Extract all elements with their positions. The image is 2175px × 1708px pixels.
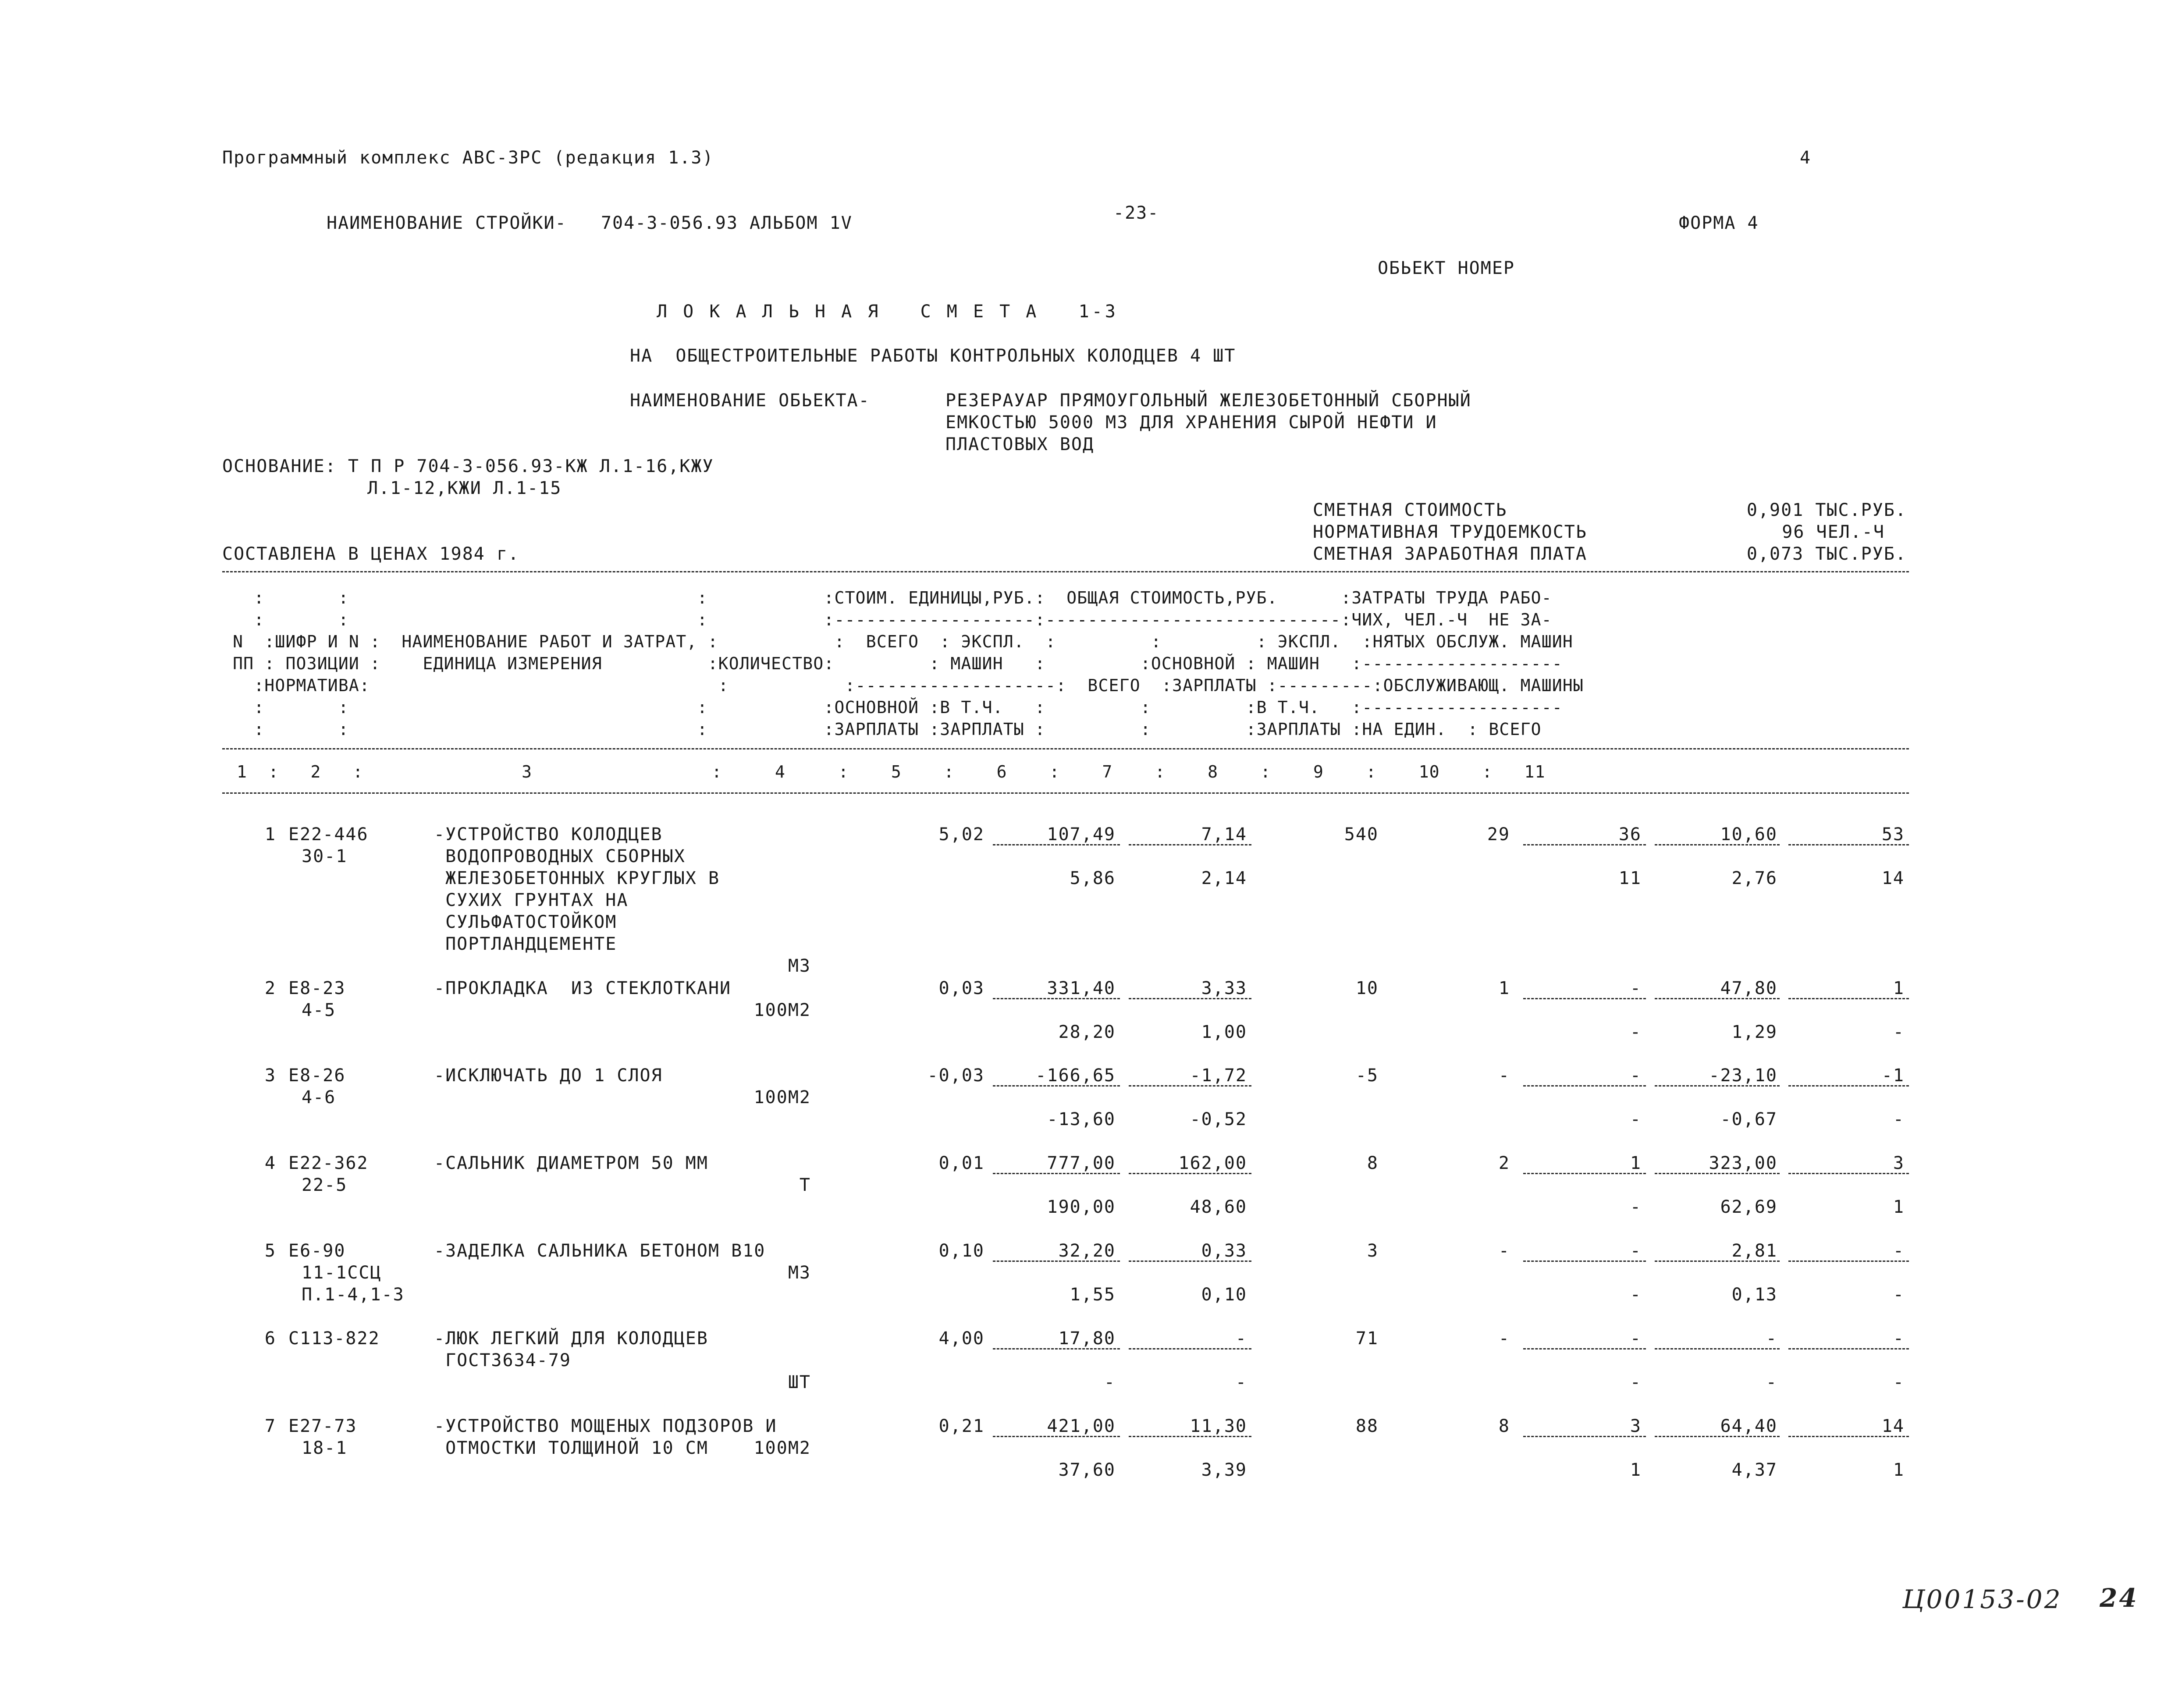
row-value-top: - <box>1766 1328 1777 1349</box>
row-separator <box>1788 1261 1909 1262</box>
row-separator <box>1129 1261 1251 1262</box>
row-value-top: 3 <box>1630 1416 1642 1436</box>
row-value-bottom: 1 <box>1630 1460 1642 1480</box>
row-number: 2 <box>264 978 276 998</box>
row-separator <box>1523 1085 1646 1087</box>
row-value-bottom: - <box>1630 1109 1642 1129</box>
row-value-bottom: 4,37 <box>1731 1460 1777 1480</box>
row-value-bottom: 62,69 <box>1720 1197 1777 1217</box>
row-name: -ЗАДЕЛКА САЛЬНИКА БЕТОНОМ В10 <box>434 1241 766 1261</box>
row-value-top: 7,14 <box>1201 824 1247 845</box>
row-code: 4-5 <box>302 1000 336 1020</box>
row-value-bottom: - <box>1235 1372 1247 1392</box>
row-value-top: 421,00 <box>1047 1416 1116 1436</box>
table-header-line: : : : :СТОИМ. ЕДИНИЦЫ,РУБ.: ОБЩАЯ СТОИМОСТЬ,РУБ. :ЗАТРАТЫ ТРУДА РАБО- <box>222 588 1552 607</box>
row-separator <box>1523 998 1646 999</box>
row-quantity: 5,02 <box>938 824 984 845</box>
rule-top <box>222 571 1909 572</box>
row-value-top: 36 <box>1618 824 1642 845</box>
row-separator <box>1655 844 1780 845</box>
row-separator <box>993 998 1120 999</box>
archive-stamp: Ц00153-02 <box>1902 1584 2062 1614</box>
table-header-line: : : : :ОСНОВНОЙ :В Т.Ч. : : :В Т.Ч. :------------------- <box>222 698 1563 717</box>
row-separator <box>1655 1436 1780 1437</box>
row-name: ГОСТ3634-79 <box>434 1350 571 1371</box>
row-value-bottom: - <box>1893 1109 1905 1129</box>
row-value-top: 8 <box>1367 1153 1379 1173</box>
row-number: 6 <box>264 1328 276 1349</box>
row-name: -САЛЬНИК ДИАМЕТРОМ 50 ММ <box>434 1153 708 1173</box>
row-value-top: - <box>1893 1241 1905 1261</box>
row-quantity: -0,03 <box>927 1065 984 1086</box>
row-value-top: 71 <box>1355 1328 1379 1349</box>
row-separator <box>1129 1085 1251 1087</box>
row-value-bottom: - <box>1893 1285 1905 1305</box>
rule-header-bottom <box>222 748 1909 749</box>
row-value-bottom: 190,00 <box>1047 1197 1116 1217</box>
row-separator <box>993 844 1120 845</box>
row-value-top: 32,20 <box>1058 1241 1116 1261</box>
row-separator <box>1523 1173 1646 1174</box>
row-value-bottom: -0,67 <box>1720 1109 1777 1129</box>
row-separator <box>1523 1261 1646 1262</box>
row-code: С113-822 <box>288 1328 380 1349</box>
row-separator <box>993 1436 1120 1437</box>
row-code: П.1-4,1-3 <box>302 1285 405 1305</box>
row-name: -ЛЮК ЛЕГКИЙ ДЛЯ КОЛОДЦЕВ <box>434 1328 708 1349</box>
object-name-line-1: РЕЗЕРАУАР ПРЯМОУГОЛЬНЫЙ ЖЕЛЕЗОБЕТОННЫЙ СБОРНЫЙ <box>945 391 1471 411</box>
summary-value-3: 0,073 ТЫС.РУБ. <box>1746 544 1907 564</box>
sheet-number: 24 <box>2100 1583 2139 1613</box>
row-quantity: 0,10 <box>938 1241 984 1261</box>
row-unit: 100М2 <box>753 1438 811 1458</box>
row-value-top: 540 <box>1344 824 1379 845</box>
row-value-top: - <box>1630 1065 1642 1086</box>
row-value-bottom: 0,13 <box>1731 1285 1777 1305</box>
row-separator <box>1788 1348 1909 1349</box>
prices-line: СОСТАВЛЕНА В ЦЕНАХ 1984 г. <box>222 544 520 564</box>
row-name: СУХИХ ГРУНТАХ НА <box>434 890 629 910</box>
summary-label-3: СМЕТНАЯ ЗАРАБОТНАЯ ПЛАТА <box>1313 544 1587 564</box>
row-separator <box>993 1348 1120 1349</box>
document-subtitle: НА ОБЩЕСТРОИТЕЛЬНЫЕ РАБОТЫ КОНТРОЛЬНЫХ КОЛОДЦЕВ 4 ШТ <box>630 346 1236 366</box>
row-value-top: 2,81 <box>1731 1241 1777 1261</box>
summary-value-1: 0,901 ТЫС.РУБ. <box>1746 500 1907 520</box>
row-unit: ШТ <box>788 1372 811 1392</box>
row-value-top: 53 <box>1881 824 1905 845</box>
row-separator <box>1129 1436 1251 1437</box>
row-value-bottom: 14 <box>1881 868 1905 888</box>
row-code: 11-1ССЦ <box>302 1263 382 1283</box>
stroyka-line: НАИМЕНОВАНИЕ СТРОЙКИ- 704-3-056.93 АЛЬБОМ 1V <box>327 213 853 233</box>
row-value-top: -1 <box>1881 1065 1905 1086</box>
row-value-bottom: - <box>1630 1022 1642 1042</box>
row-name: -ПРОКЛАДКА ИЗ СТЕКЛОТКАНИ <box>434 978 732 998</box>
row-code: Е22-362 <box>288 1153 369 1173</box>
row-name: ПОРТЛАНДЦЕМЕНТЕ <box>434 934 617 954</box>
object-name-label: НАИМЕНОВАНИЕ ОБЬЕКТА- <box>630 391 870 411</box>
row-value-top: 323,00 <box>1709 1153 1777 1173</box>
summary-label-1: СМЕТНАЯ СТОИМОСТЬ <box>1313 500 1507 520</box>
page-number: 4 <box>1800 148 1812 168</box>
row-separator <box>993 1261 1120 1262</box>
table-header-line: N :ШИФР И N : НАИМЕНОВАНИЕ РАБОТ И ЗАТРАТ, : : ВСЕГО : ЭКСПЛ. : : : ЭКСПЛ. :НЯТЫХ ОБСЛУЖ. МАШИН <box>222 632 1573 651</box>
row-value-top: 11,30 <box>1190 1416 1247 1436</box>
row-value-top: 17,80 <box>1058 1328 1116 1349</box>
row-value-bottom: -0,52 <box>1190 1109 1247 1129</box>
row-number: 5 <box>264 1241 276 1261</box>
row-value-top: 64,40 <box>1720 1416 1777 1436</box>
row-value-top: 1 <box>1498 978 1510 998</box>
row-unit: М3 <box>788 1263 811 1283</box>
row-value-bottom: 5,86 <box>1070 868 1116 888</box>
row-value-top: - <box>1893 1328 1905 1349</box>
row-name: -ИСКЛЮЧАТЬ ДО 1 СЛОЯ <box>434 1065 663 1086</box>
row-value-top: 14 <box>1881 1416 1905 1436</box>
row-value-bottom: 48,60 <box>1190 1197 1247 1217</box>
table-header-line: ПП : ПОЗИЦИИ : ЕДИНИЦА ИЗМЕРЕНИЯ :КОЛИЧЕСТВО: : МАШИН : :ОСНОВНОЙ : МАШИН :------------------- <box>222 654 1563 673</box>
object-name-line-3: ПЛАСТОВЫХ ВОД <box>945 434 1095 455</box>
row-value-top: 8 <box>1498 1416 1510 1436</box>
row-value-top: -1,72 <box>1190 1065 1247 1086</box>
row-value-bottom: 0,10 <box>1201 1285 1247 1305</box>
object-name-line-2: ЕМКОСТЬЮ 5000 М3 ДЛЯ ХРАНЕНИЯ СЫРОЙ НЕФТИ И <box>945 412 1437 433</box>
row-value-top: -166,65 <box>1035 1065 1116 1086</box>
object-number-label: ОБЬЕКТ НОМЕР <box>1378 258 1515 278</box>
row-separator <box>993 1085 1120 1087</box>
row-separator <box>1129 998 1251 999</box>
row-code: Е6-90 <box>288 1241 346 1261</box>
row-value-bottom: 1,00 <box>1201 1022 1247 1042</box>
row-value-top: 29 <box>1487 824 1510 845</box>
row-value-bottom: 1,29 <box>1731 1022 1777 1042</box>
table-header-line: : : : :-------------------:----------------------------:ЧИХ, ЧЕЛ.-Ч НЕ ЗА- <box>222 610 1552 629</box>
row-code: Е22-446 <box>288 824 369 845</box>
rule-columns-bottom <box>222 792 1909 794</box>
row-separator <box>1788 998 1909 999</box>
row-code: 18-1 <box>302 1438 348 1458</box>
row-separator <box>1655 1348 1780 1349</box>
column-numbers: 1 : 2 : 3 : 4 : 5 : 6 : 7 : 8 : 9 : 10 : 11 <box>237 762 1546 781</box>
row-code: Е8-26 <box>288 1065 346 1086</box>
row-name: ОТМОСТКИ ТОЛЩИНОЙ 10 СМ <box>434 1438 708 1458</box>
row-value-bottom: 1 <box>1893 1197 1905 1217</box>
row-separator <box>1655 1173 1780 1174</box>
row-value-bottom: 3,39 <box>1201 1460 1247 1480</box>
row-separator <box>1523 1436 1646 1437</box>
row-name: -УСТРОЙСТВО МОЩЕНЫХ ПОДЗОРОВ И <box>434 1416 777 1436</box>
row-value-bottom: - <box>1630 1285 1642 1305</box>
row-value-top: 162,00 <box>1178 1153 1247 1173</box>
row-number: 1 <box>264 824 276 845</box>
row-code: 4-6 <box>302 1087 336 1108</box>
row-value-bottom: - <box>1893 1372 1905 1392</box>
row-value-bottom: 1,55 <box>1070 1285 1116 1305</box>
row-number: 7 <box>264 1416 276 1436</box>
row-separator <box>1788 1173 1909 1174</box>
row-value-bottom: 37,60 <box>1058 1460 1116 1480</box>
row-separator <box>1788 1085 1909 1087</box>
forma-label: ФОРМА 4 <box>1679 213 1759 233</box>
row-quantity: 0,03 <box>938 978 984 998</box>
row-value-top: 331,40 <box>1047 978 1116 998</box>
row-separator <box>1129 844 1251 845</box>
row-separator <box>1788 1436 1909 1437</box>
row-unit: Т <box>799 1175 811 1195</box>
row-value-top: 107,49 <box>1047 824 1116 845</box>
summary-label-2: НОРМАТИВНАЯ ТРУДОЕМКОСТЬ <box>1313 522 1587 542</box>
row-value-bottom: - <box>1630 1197 1642 1217</box>
row-separator <box>1655 1261 1780 1262</box>
row-number: 3 <box>264 1065 276 1086</box>
row-name: ВОДОПРОВОДНЫХ СБОРНЫХ <box>434 846 686 866</box>
document-title: Л О К А Л Ь Н А Я С М Е Т А 1-3 <box>657 302 1118 322</box>
program-line: Программный комплекс АВС-ЗРС (редакция 1.3) <box>222 148 714 168</box>
row-name: -УСТРОЙСТВО КОЛОДЦЕВ <box>434 824 663 845</box>
row-value-top: 47,80 <box>1720 978 1777 998</box>
row-value-top: 1 <box>1893 978 1905 998</box>
row-value-bottom: 1 <box>1893 1460 1905 1480</box>
row-value-top: - <box>1630 1328 1642 1349</box>
row-value-bottom: - <box>1104 1372 1116 1392</box>
row-separator <box>1129 1348 1251 1349</box>
row-code: 30-1 <box>302 846 348 866</box>
row-unit: 100М2 <box>753 1087 811 1108</box>
row-value-bottom: 28,20 <box>1058 1022 1116 1042</box>
row-value-top: 3,33 <box>1201 978 1247 998</box>
row-unit: 100М2 <box>753 1000 811 1020</box>
row-separator <box>1655 1085 1780 1087</box>
row-separator <box>1523 844 1646 845</box>
row-value-top: -23,10 <box>1709 1065 1777 1086</box>
row-separator <box>1129 1173 1251 1174</box>
row-value-top: 3 <box>1367 1241 1379 1261</box>
row-separator <box>1523 1348 1646 1349</box>
row-name: СУЛЬФАТОСТОЙКОМ <box>434 912 617 932</box>
row-value-top: -5 <box>1355 1065 1379 1086</box>
row-value-bottom: 2,14 <box>1201 868 1247 888</box>
row-value-bottom: - <box>1630 1372 1642 1392</box>
row-quantity: 4,00 <box>938 1328 984 1349</box>
row-value-bottom: -13,60 <box>1047 1109 1116 1129</box>
row-value-top: - <box>1498 1328 1510 1349</box>
row-code: 22-5 <box>302 1175 348 1195</box>
row-quantity: 0,21 <box>938 1416 984 1436</box>
basis-line-1: ОСНОВАНИЕ: Т П Р 704-3-056.93-КЖ Л.1-16,КЖУ <box>222 456 714 476</box>
row-number: 4 <box>264 1153 276 1173</box>
row-unit: М3 <box>788 956 811 976</box>
row-value-bottom: - <box>1893 1022 1905 1042</box>
row-value-top: 1 <box>1630 1153 1642 1173</box>
row-value-top: - <box>1498 1241 1510 1261</box>
row-value-top: - <box>1630 1241 1642 1261</box>
row-value-top: 88 <box>1355 1416 1379 1436</box>
row-separator <box>993 1173 1120 1174</box>
row-value-top: 2 <box>1498 1153 1510 1173</box>
row-quantity: 0,01 <box>938 1153 984 1173</box>
row-separator <box>1655 998 1780 999</box>
row-value-top: - <box>1498 1065 1510 1086</box>
row-code: Е27-73 <box>288 1416 357 1436</box>
row-value-top: 777,00 <box>1047 1153 1116 1173</box>
row-separator <box>1788 844 1909 845</box>
row-value-bottom: 2,76 <box>1731 868 1777 888</box>
row-name: ЖЕЛЕЗОБЕТОННЫХ КРУГЛЫХ В <box>434 868 720 888</box>
summary-value-2: 96 ЧЕЛ.-Ч <box>1782 522 1885 542</box>
row-value-top: 3 <box>1893 1153 1905 1173</box>
row-code: Е8-23 <box>288 978 346 998</box>
row-value-bottom: - <box>1766 1372 1777 1392</box>
table-header-line: :НОРМАТИВА: : :-------------------: ВСЕГО :ЗАРПЛАТЫ :---------:ОБСЛУЖИВАЮЩ. МАШИНЫ <box>222 676 1584 695</box>
basis-line-2: Л.1-12,КЖИ Л.1-15 <box>367 478 562 498</box>
row-value-top: 10 <box>1355 978 1379 998</box>
row-value-top: 10,60 <box>1720 824 1777 845</box>
center-page-number: -23- <box>1113 203 1159 223</box>
row-value-top: 0,33 <box>1201 1241 1247 1261</box>
row-value-bottom: 11 <box>1618 868 1642 888</box>
row-value-top: - <box>1235 1328 1247 1349</box>
row-value-top: - <box>1630 978 1642 998</box>
table-header-line: : : : :ЗАРПЛАТЫ :ЗАРПЛАТЫ : : :ЗАРПЛАТЫ :НА ЕДИН. : ВСЕГО <box>222 720 1542 739</box>
